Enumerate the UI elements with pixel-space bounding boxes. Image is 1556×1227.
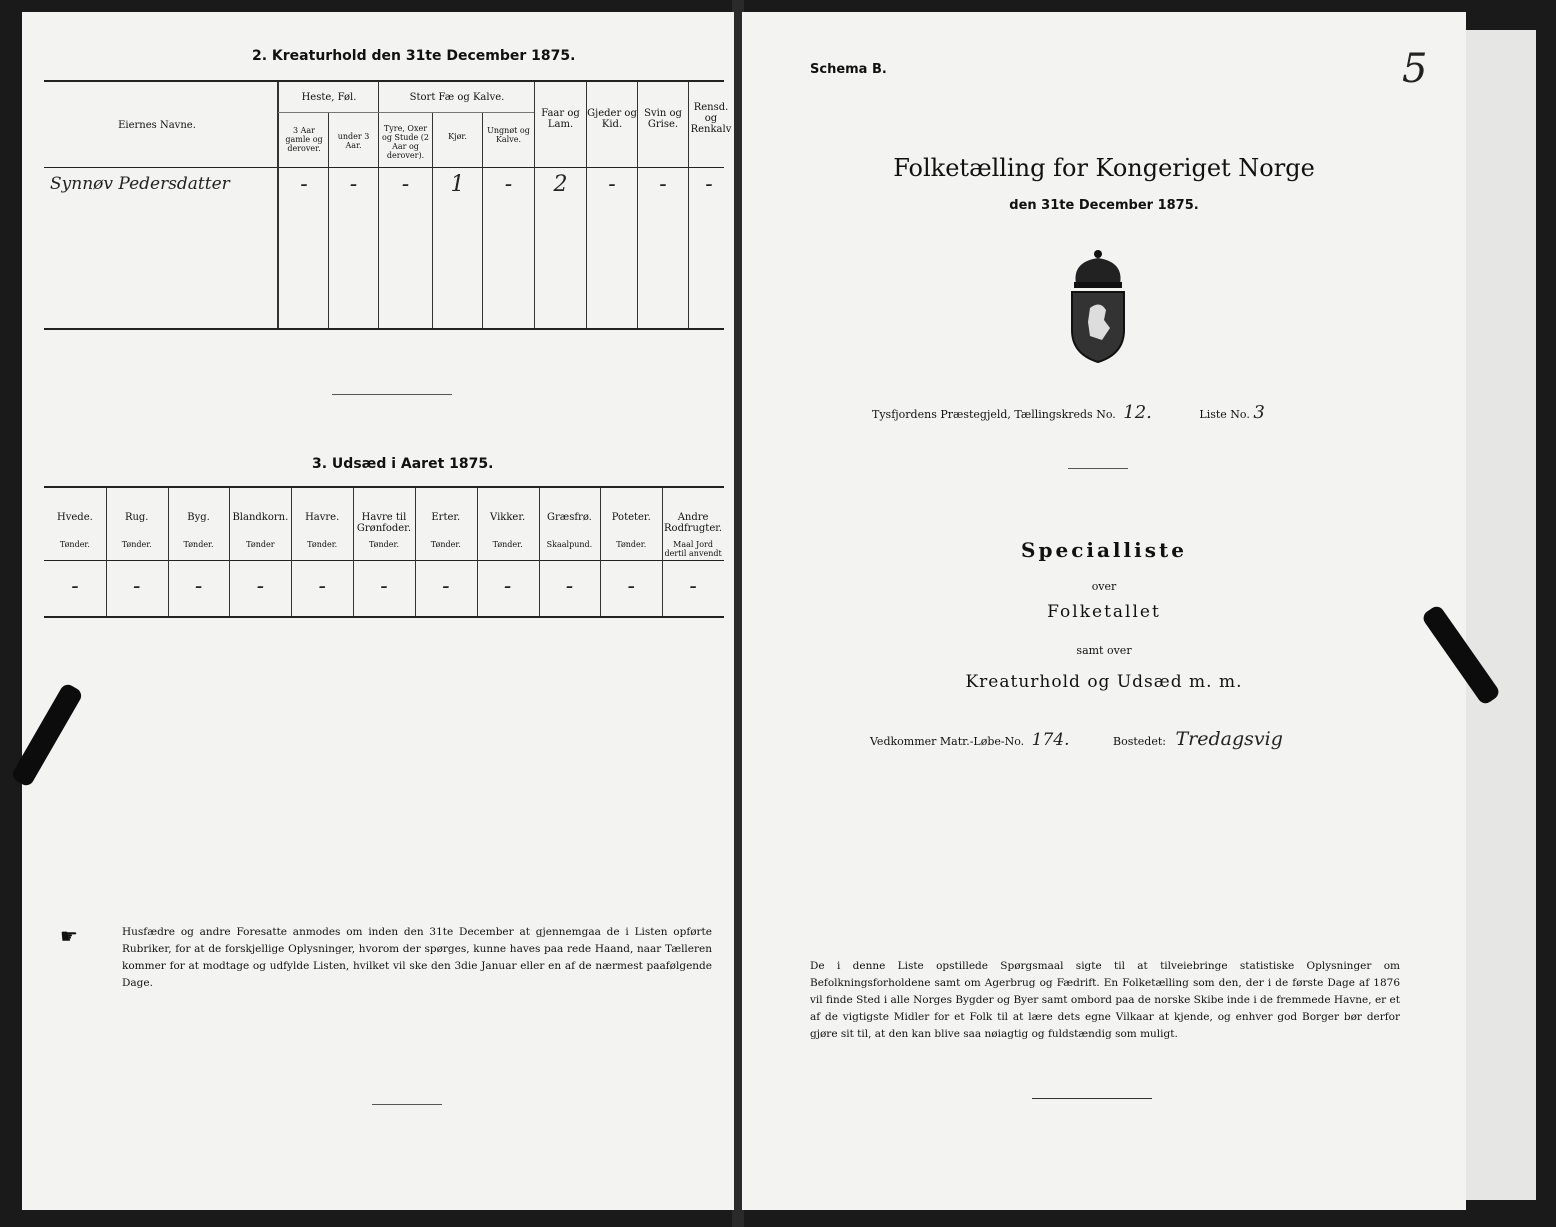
header-heste-under3: under 3 Aar. [337, 132, 370, 150]
header-gjeder: Gjeder og Kid. [587, 108, 637, 130]
seed-header: Rug. [124, 512, 149, 523]
seed-table-bottom-rule [44, 616, 724, 618]
seed-unit: Tønder. [368, 540, 399, 549]
seed-unit: Tønder. [616, 540, 647, 549]
table-header-rule [44, 167, 724, 168]
bosted-label: Bostedet: [1113, 735, 1166, 748]
col-divider [277, 82, 279, 328]
seed-value: - [627, 574, 635, 599]
col-divider [432, 112, 433, 328]
seed-value: - [442, 574, 450, 599]
samt-over-text: samt over [1076, 644, 1132, 657]
table-bottom-rule [44, 328, 724, 330]
parish-line [872, 402, 1265, 423]
header-heste: Heste, Føl. [301, 92, 357, 103]
cell-ungnot: - [504, 172, 513, 197]
right-page [742, 12, 1466, 1210]
cell-gjeder: - [608, 172, 616, 197]
seed-value: - [318, 574, 326, 599]
matr-label: Vedkommer Matr.-Løbe-No. [870, 735, 1025, 748]
footer-rule [1032, 1098, 1152, 1099]
seed-header: Havre til Grønfoder. [356, 512, 412, 534]
cell-rensdyr: - [705, 172, 713, 197]
census-date: den 31te December 1875. [1009, 198, 1199, 213]
seed-value: - [133, 574, 141, 599]
seed-unit: Tønder. [59, 540, 90, 549]
seed-unit: Skaalpund. [546, 540, 593, 549]
seed-table-top-rule [44, 486, 724, 488]
seed-value: - [380, 574, 388, 599]
seed-unit: Tønder [246, 540, 275, 549]
subheader-rule [278, 112, 534, 113]
owner-name-cell: Synnøv Pedersdatter [50, 174, 230, 194]
parish-label: Tysfjordens Præstegjeld, Tællingskreds No. [872, 408, 1116, 421]
header-heste-3aar: 3 Aar gamle og derover. [285, 126, 323, 153]
col-divider [482, 112, 483, 328]
bosted-value: Tredagsvig [1175, 728, 1283, 750]
seed-value: - [689, 574, 697, 599]
seed-value: - [194, 574, 203, 599]
header-rensdyr: Rensd. og Renkalv [690, 102, 732, 135]
seed-unit: Tønder. [183, 540, 214, 549]
header-svin: Svin og Grise. [644, 108, 682, 130]
liste-label: Liste No. [1199, 408, 1250, 421]
seed-header: Andre Rodfrugter. [664, 512, 723, 534]
pointing-hand-icon: ☛ [60, 924, 78, 948]
seed-header: Hvede. [57, 512, 93, 523]
seed-value: - [256, 574, 265, 599]
seed-header: Byg. [187, 512, 210, 523]
folketallet-heading: Folketallet [1047, 602, 1161, 622]
cell-heste-3aar: - [300, 172, 308, 197]
matr-number: 174. [1031, 730, 1070, 750]
seed-value: - [71, 574, 79, 599]
kreaturhold-heading: Kreaturhold og Udsæd m. m. [965, 672, 1243, 692]
section-2-title: 2. Kreaturhold den 31te December 1875. [252, 48, 576, 64]
seed-header: Erter. [431, 512, 461, 523]
col-divider [378, 82, 379, 328]
header-kjor: Kjør. [448, 132, 467, 141]
seed-unit: Maal Jord dertil anvendt [664, 540, 722, 558]
cell-tyre: - [401, 172, 410, 197]
seed-header: Havre. [305, 512, 340, 523]
cell-heste-under3: - [349, 172, 358, 197]
matrikkel-line [870, 728, 1283, 750]
cell-kjor: 1 [450, 172, 465, 197]
seed-header: Blandkorn. [232, 512, 289, 523]
schema-label: Schema B. [810, 62, 887, 77]
seed-value: - [503, 574, 512, 599]
next-page-edge [1466, 30, 1536, 1200]
page-number: 5 [1402, 46, 1428, 92]
divider-rule [1068, 468, 1128, 469]
seed-header: Poteter. [611, 512, 651, 523]
seed-table-header-rule [44, 560, 724, 561]
coat-of-arms-icon [1060, 248, 1136, 366]
header-faar: Faar og Lam. [541, 108, 580, 130]
left-page [22, 12, 734, 1210]
header-stort-fae: Stort Fæ og Kalve. [409, 92, 505, 103]
notice-text: Husfædre og andre Foresatte anmodes om inden den 31te December at gjennemgaa de i Listen opførte Rubriker, for at de forskjellige Oplysninger, hvorom der spørges, kunne haves paa rede Haand, naar Tælleren kommer for at modtage og udfylde Listen, hvilket vil ske den 3die Januar eller en af de nærmest paafølgende Dage. [122, 926, 712, 989]
seed-header: Vikker. [490, 512, 526, 523]
seed-header: Græsfrø. [547, 512, 592, 523]
cell-svin: - [659, 172, 667, 197]
table-top-rule [44, 80, 724, 82]
footer-rule [372, 1104, 442, 1105]
over-text: over [1091, 580, 1117, 593]
seed-unit: Tønder. [307, 540, 338, 549]
divider-rule [332, 394, 452, 395]
seed-unit: Tønder. [121, 540, 152, 549]
section-3-title: 3. Udsæd i Aaret 1875. [312, 456, 494, 472]
specialliste-heading: Specialliste [1021, 538, 1187, 562]
district-number: 12. [1123, 402, 1152, 423]
footer-text: De i denne Liste opstillede Spørgsmaal sigte til at tilveiebringe statistiske Oplysninger om Befolkningsforholdene samt om Agerbrug og Fædrift. En Folketælling som den, der i de første Dage af 1876 vil finde Sted i alle Norges Bygder og Byer samt ombord paa de norske Skibe inde i de fremmede Havne, er et af de vigtigste Midler for et Folk til at lære dets egne Vilkaar at kjende, og enhver god Borger bør derfor gjøre sit til, at den kan blive saa nøiagtig og fuldstændig som muligt. [810, 960, 1400, 1040]
header-tyre: Tyre, Oxer og Stude (2 Aar og derover). [382, 124, 429, 160]
seed-value: - [565, 574, 574, 599]
cell-faar: 2 [553, 172, 568, 197]
header-owner-names: Eiernes Navne. [118, 120, 196, 131]
census-title: Folketælling for Kongeriget Norge [893, 154, 1315, 182]
seed-unit: Tønder. [492, 540, 523, 549]
header-ungnot: Ungnøt og Kalve. [487, 126, 530, 144]
seed-unit: Tønder. [430, 540, 461, 549]
liste-number: 3 [1253, 402, 1265, 423]
